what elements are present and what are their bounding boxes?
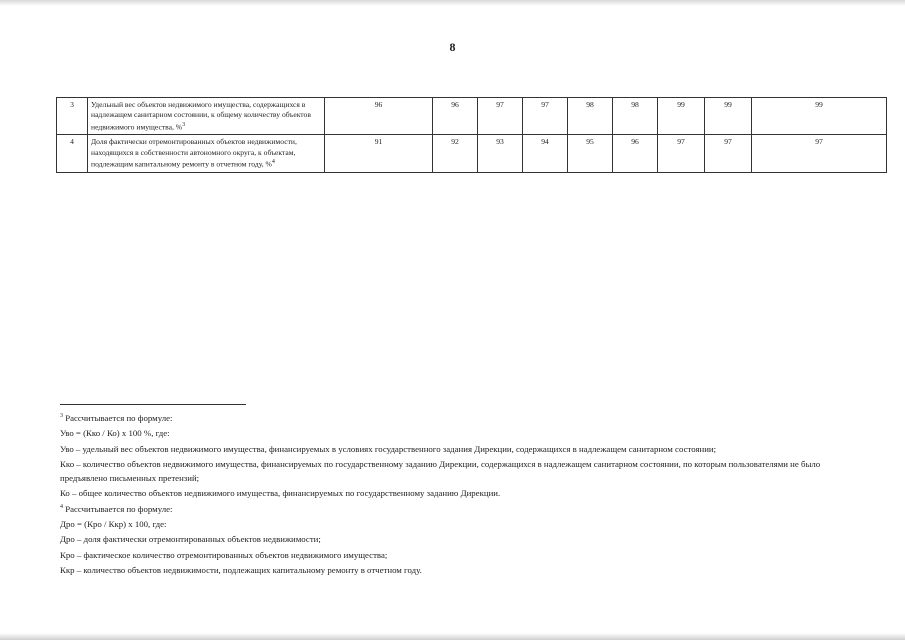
- value-cell: 96: [613, 135, 658, 172]
- value-cell: 97: [705, 135, 752, 172]
- table-row: [57, 98, 887, 135]
- value-cell: 96: [325, 98, 433, 135]
- footnote-text: Уво – удельный вес объектов недвижимого имущества, финансируемых в условиях государственного задания Дирекции, содержащихся в надлежащем санитарном состоянии;: [60, 443, 717, 454]
- footnote-line: [60, 485, 850, 500]
- footnote-text: Уво = (Кко / Ко) x 100 %, где:: [60, 428, 170, 439]
- indicators-table: [56, 97, 887, 173]
- footnote-text: Ккр – количество объектов недвижимости, подлежащих капитальному ремонту в отчетном году.: [60, 565, 422, 576]
- value-cell: 99: [752, 98, 887, 135]
- value-cell: 99: [658, 98, 705, 135]
- indicator-name: Доля фактически отремонтированных объектов недвижимости, находящихся в собственности автономного округа, к объектам, подлежащим капитальному ремонту в отчетном году, %: [91, 137, 297, 169]
- footnote-mark: 4: [60, 503, 63, 510]
- footnote-text: Кро – фактическое количество отремонтированных объектов недвижимого имущества;: [60, 549, 388, 560]
- footnote-line: [60, 531, 850, 546]
- footnote-text: Ко – общее количество объектов недвижимого имущества, финансируемых по государственному заданию Дирекции.: [60, 488, 501, 499]
- indicator-name-cell: [88, 135, 325, 172]
- value-cell: 96: [433, 98, 478, 135]
- footnote-line: [60, 456, 850, 485]
- footnote-separator: [60, 404, 246, 405]
- value-cell: 91: [325, 135, 433, 172]
- footnote-line: [60, 425, 850, 440]
- value-cell: 97: [752, 135, 887, 172]
- footnote-line: [60, 562, 850, 577]
- value-cell: 92: [433, 135, 478, 172]
- value-cell: 98: [613, 98, 658, 135]
- footnote-text: Дро = (Кро / Ккр) x 100, где:: [60, 518, 167, 529]
- scan-edge-bottom: [0, 633, 905, 640]
- value-cell: 98: [568, 98, 613, 135]
- page-number: 8: [449, 40, 456, 54]
- value-cell: 94: [523, 135, 568, 172]
- indicator-name: Удельный вес объектов недвижимого имущества, содержащихся в надлежащем санитарном состоянии, к общему количеству объектов недвижимого имущества, %: [91, 100, 311, 132]
- value-cell: 99: [705, 98, 752, 135]
- footnote-reference: 3: [182, 121, 186, 128]
- footnote-text: Рассчитывается по формуле:: [63, 503, 173, 514]
- row-number: 4: [57, 135, 88, 172]
- footnote-line: [60, 441, 850, 456]
- value-cell: 97: [523, 98, 568, 135]
- table-row: [57, 135, 887, 172]
- value-cell: 97: [478, 98, 523, 135]
- footnote-line: [60, 547, 850, 562]
- value-cell: 95: [568, 135, 613, 172]
- footnote-mark: 3: [60, 413, 63, 419]
- row-number: 3: [57, 98, 88, 135]
- footnote-line: [60, 501, 850, 516]
- footnote-reference: 4: [271, 158, 275, 165]
- footnote-text: Кко – количество объектов недвижимого имущества, финансируемых по государственному заданию Дирекции, содержащихся в надлежащем санитарном состоянии, по которым пользователями не было предъявлено письменных претензий;: [60, 459, 821, 483]
- footnotes: [60, 410, 850, 578]
- footnote-text: Рассчитывается по формуле:: [63, 412, 173, 423]
- scan-edge-top: [0, 0, 905, 6]
- indicator-name-cell: [88, 98, 325, 135]
- value-cell: 97: [658, 135, 705, 172]
- footnote-line: [60, 516, 850, 531]
- footnote-text: Дро – доля фактически отремонтированных объектов недвижимости;: [60, 534, 321, 545]
- value-cell: 93: [478, 135, 523, 172]
- footnote-line: [60, 410, 850, 425]
